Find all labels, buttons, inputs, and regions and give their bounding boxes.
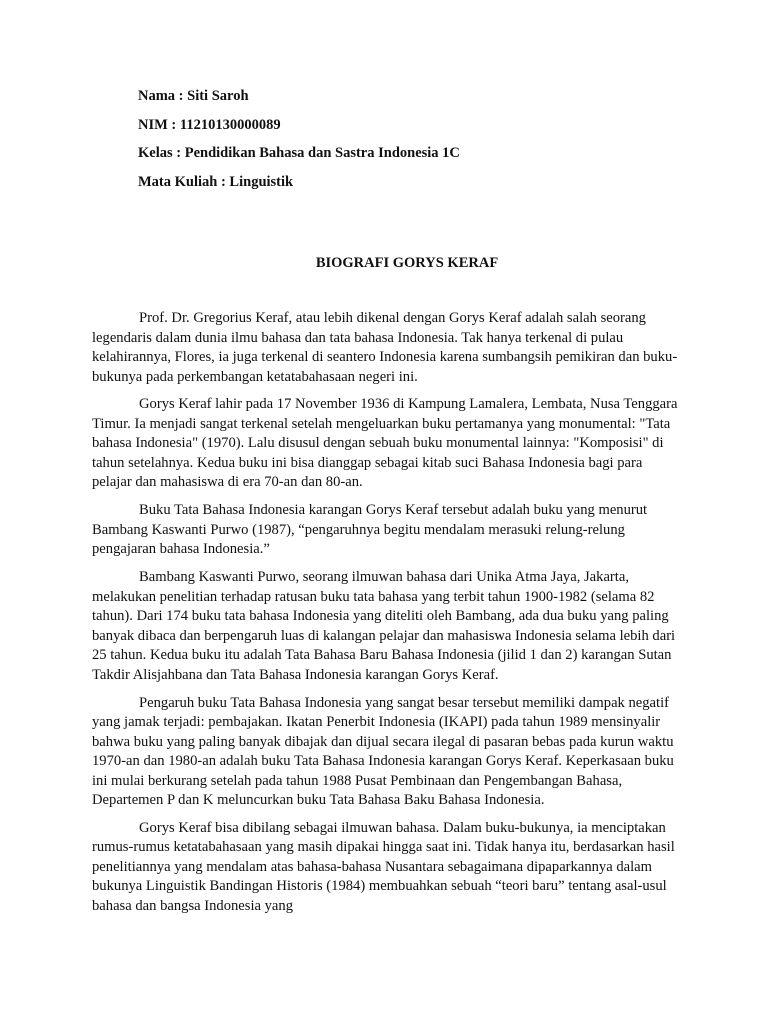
document-title: BIOGRAFI GORYS KERAF (315, 255, 499, 271)
course-name: Mata Kuliah : Linguistik (138, 173, 294, 190)
paragraph: Prof. Dr. Gregorius Keraf, atau lebih dikenal dengan Gorys Keraf adalah salah seorang legendaris dalam dunia ilmu bahasa dan tata bahasa Indonesia. Tak hanya terkenal di pulau kelahirannya, Flores, ia juga terkenal di seantero Indonesia karena sumbangsih pemikiran dan buku-bukunya pada perkembangan ketatabahasaan negeri ini. (92, 310, 678, 385)
student-class: Kelas : Pendidikan Bahasa dan Sastra Indonesia 1C (138, 145, 460, 162)
paragraph: Gorys Keraf lahir pada 17 November 1936 di Kampung Lamalera, Lembata, Nusa Tenggara Timur. Ia menjadi sangat terkenal setelah mengeluarkan buku pertamanya yang monumental: "Tata bahasa Indonesia" (1970). Lalu disusul dengan sebuah buku monumental lainnya: "Komposisi" di tahun setelahnya. Kedua buku ini bisa dianggap sebagai kitab suci Bahasa Indonesia bagi para pelajar dan mahasiswa di era 70-an dan 80-an. (92, 396, 678, 491)
paragraph: Gorys Keraf bisa dibilang sebagai ilmuwan bahasa. Dalam buku-bukunya, ia menciptakan rumus-rumus ketatabahasaan yang masih dipakai hingga saat ini. Tidak hanya itu, berdasarkan hasil penelitiannya yang mendalam atas bahasa-bahasa Nusantara sebagaimana dipaparkannya dalam bukunya Linguistik Bandingan Historis (1984) membuahkan sebuah “teori baru” tentang asal-usul bahasa dan bangsa Indonesia yang (92, 819, 675, 914)
student-name: Nama : Siti Saroh (138, 88, 249, 104)
student-info-block (138, 86, 698, 200)
paragraph: Pengaruh buku Tata Bahasa Indonesia yang sangat besar tersebut memiliki dampak negatif yang jamak terjadi: pembajakan. Ikatan Penerbit Indonesia (IKAPI) pada tahun 1989 mensinyalir bahwa buku yang paling banyak dibajak dan dijual secara ilegal di pasaran bebas pada kurun waktu 1970-an dan 1980-an adalah buku Tata Bahasa Indonesia karangan Gorys Keraf. Keperkasaan buku ini mulai berkurang setelah pada tahun 1988 Pusat Pembinaan dan Pengembangan Bahasa, Departemen P dan K meluncurkan buku Tata Bahasa Baku Bahasa Indonesia. (92, 694, 674, 809)
paragraph: Buku Tata Bahasa Indonesia karangan Gorys Keraf tersebut adalah buku yang menurut Bambang Kaswanti Purwo (1987), “pengaruhnya begitu mendalam merasuki relung-relung pengajaran bahasa Indonesia.” (92, 502, 648, 558)
student-nim: NIM : 11210130000089 (138, 116, 281, 133)
paragraph: Bambang Kaswanti Purwo, seorang ilmuwan bahasa dari Unika Atma Jaya, Jakarta, melakukan penelitian terhadap ratusan buku tata bahasa yang terbit tahun 1900-1982 (selama 82 tahun). Dari 174 buku tata bahasa Indonesia yang diteliti oleh Bambang, ada dua buku yang paling banyak dibaca dan berpengaruh luas di kalangan pelajar dan mahasiswa Indonesia selama lebih dari 25 tahun. Kedua buku itu adalah Tata Bahasa Baru Bahasa Indonesia (jilid 1 dan 2) karangan Sutan Takdir Alisjahbana dan Tata Bahasa Indonesia karangan Gorys Keraf. (92, 569, 676, 683)
document-body (92, 309, 680, 925)
